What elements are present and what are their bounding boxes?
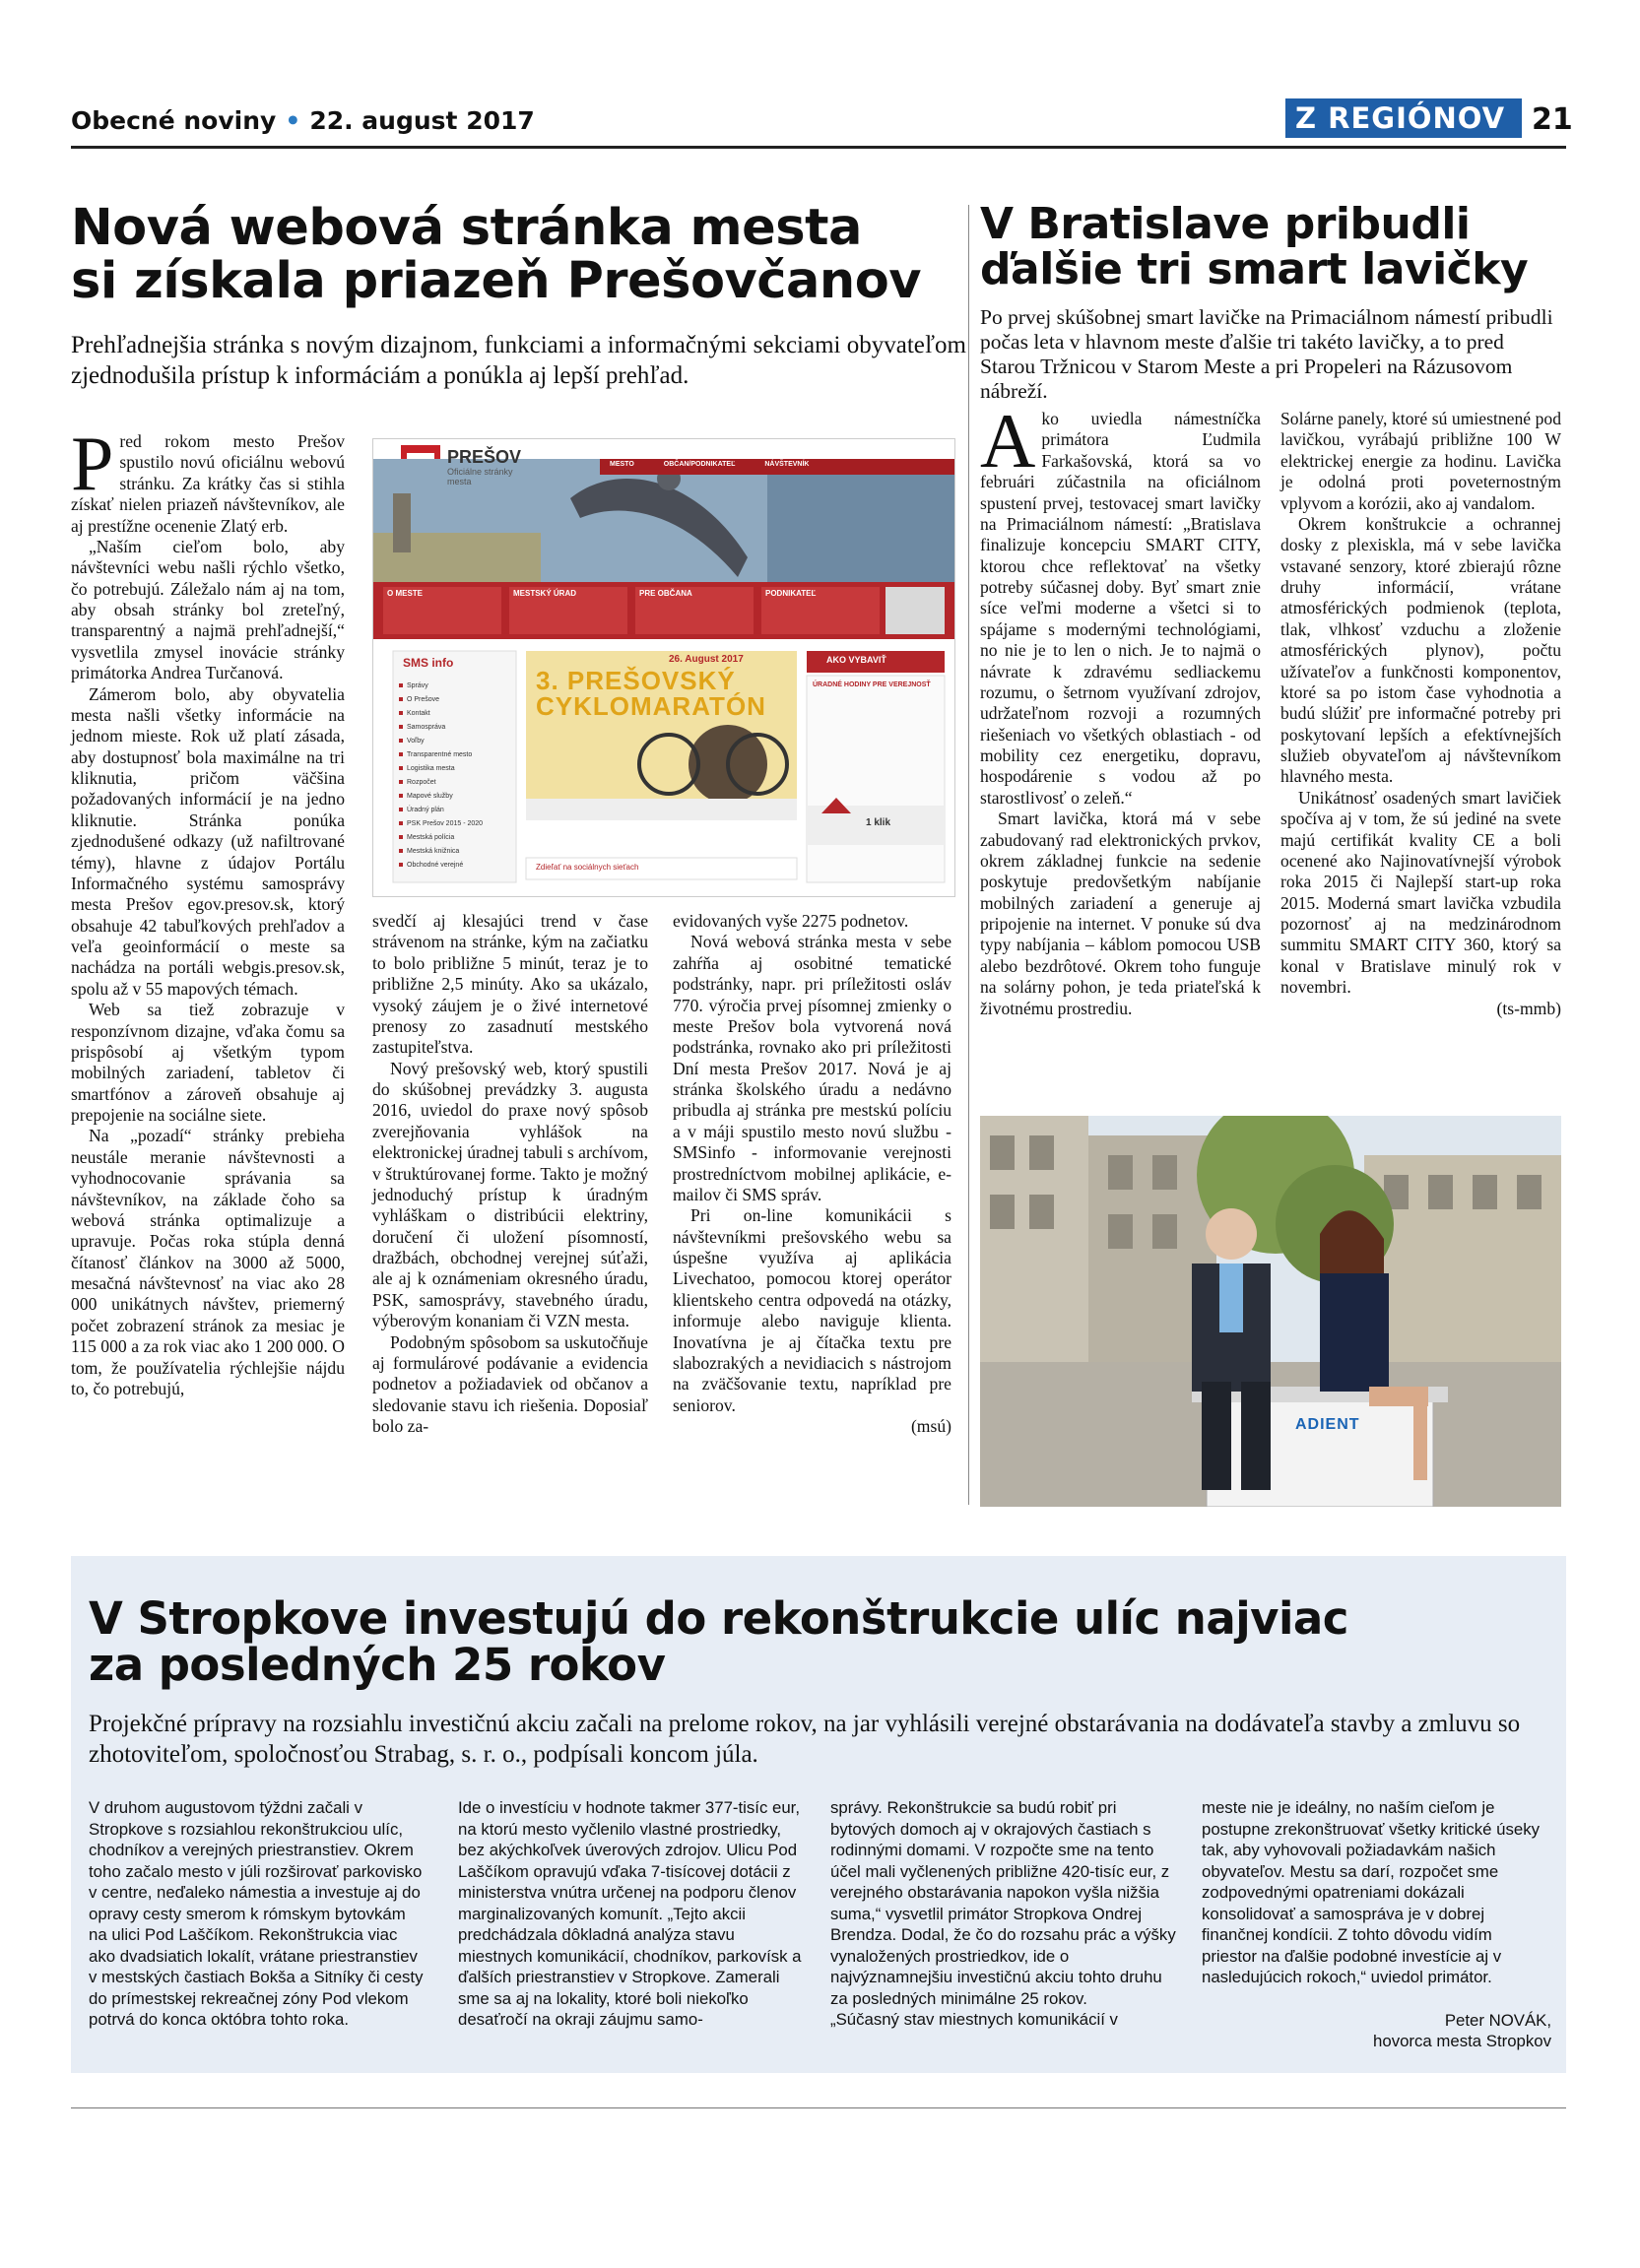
- screenshot-banner-date: 26. August 2017: [669, 654, 744, 665]
- article2-column2: [1280, 409, 1561, 1019]
- issue-date: 22. august 2017: [309, 106, 535, 135]
- screenshot-nav-item: NÁVŠTEVNÍK: [764, 461, 810, 468]
- screenshot-menu-item: Mapové služby: [407, 793, 453, 800]
- paragraph: svedčí aj klesajúci trend v čase strávenom na stránke, kým na začiatku to bolo približne 5 minút, teraz je to približne 2,5 minúty. Ako sa ukázalo, vysoký záujem je o živé internetové prenosy zo zasadnutí mestského zastupiteľstva.: [372, 911, 648, 1058]
- article3-column3: [830, 1797, 1180, 2031]
- article2-headline-line2: ďalšie tri smart lavičky: [980, 244, 1529, 295]
- article3-headline: [89, 1592, 1546, 1692]
- article1-lead: Prehľadnejšia stránka s novým dizajnom, funkciami a informačnými sekciami obyvateľom zjednodušila prístup k informáciám a ponúkla aj lepší prehľad.: [71, 332, 966, 389]
- paragraph: Pri on-line komunikácii s návštevníkmi prešovského webu sa úspešne využíva aj aplikácia Livechatoo, pomocou ktorej operátor klientskeho centra odpovedá na otázky, informuje alebo naviguje klienta. Inovatívna je aj čítačka textu pre slabozrakých a nevidiacich s nástrojom na zväčšovanie textu, napríklad pre seniorov.: [673, 1205, 951, 1415]
- article2-lead: Po prvej skúšobnej smart lavičke na Primaciálnom námestí pribudli počas leta v hlavnom meste ďalšie tri takéto lavičky, a to pred Starou Tržnicou v Starom Meste a pri Propeleri na Rázusovom nábreží.: [980, 305, 1553, 404]
- bottom-rule: [71, 2107, 1566, 2108]
- article3-headline-line1: V Stropkove investujú do rekonštrukcie ulíc najviac: [89, 1592, 1348, 1645]
- paragraph: Web sa tiež zobrazuje v responzívnom dizajne, vďaka čomu sa prispôsobí aj všetkým typom mobilných zariadení, tabletov či smartfónov a zároveň obsahuje aj prepojenie na sociálne siete.: [71, 1000, 345, 1125]
- screenshot-menu-item: Obchodné verejné: [407, 862, 464, 869]
- paragraph: Nová webová stránka mesta v sebe zahŕňa aj osobitné tematické podstránky, napr. pri príležitosti osláv 770. výročia prvej písomnej zmienky o meste Prešov bola vytvorená nová podstránka, rovnako ako pri príležitosti Dní mesta Prešov 2017. Nová je aj stránka školského úradu a nedávno pribudla aj stránka pre mestskú políciu a v máji spustilo mesto novú službu - SMSinfo - informovanie verejnosti prostredníctvom mobilnej aplikácie, e-mailov či SMS správ.: [673, 932, 951, 1204]
- website-screenshot-figure: [372, 438, 955, 897]
- screenshot-menu-item: PSK Prešov 2015 - 2020: [407, 820, 484, 827]
- paragraph: „Naším cieľom bolo, aby návštevníci webu našli rýchlo všetko, čo potrebujú. Záležalo nám aj na tom, aby obsah stránky bol zreteľný, transparentný a najmä prehľadnejší,“ vysvetlila zmysel inovácie stránky primátorka Andrea Turčanová.: [71, 536, 345, 683]
- article3-column2: [458, 1797, 803, 2031]
- running-header: [71, 106, 535, 135]
- screenshot-menu-item: Správy: [407, 682, 428, 689]
- paragraph: Ide o investíciu v hodnote takmer 377-tisíc eur, na ktorú mesto vyčlenilo vlastné prostriedky, bez akýchkoľvek úverových zdrojov. Ulicu Pod Laščíkom opravujú vďaka 7-tisícovej dotácii z ministerstva vnútra určenej na podporu členov marginalizovaných komunít. „Tejto akcii predchádzala dôkladná analýza stavu miestnych komunikácií, chodníkov, parkovísk a ďalších priestranstiev v Stropkove. Zamerali sme sa aj na lokality, ktoré boli niekoľko desaťročí na okraji záujmu samo-: [458, 1798, 802, 2029]
- paragraph: Smart lavička, ktorá má v sebe zabudovaný rad elektronických prvkov, okrem základnej funkcie na sedenie poskytuje predovšetkým nabíjanie mobilných zariadení a generuje aj pripojenie na internet. V ponuke sú dva typy nabíjania – káblom pomocou USB alebo bezdrôtové. Okrem toho funguje na solárny pohon, je teda priateľská k životnému prostrediu.: [980, 809, 1261, 1018]
- screenshot-nav-item: OBČAN/PODNIKATEĽ: [663, 461, 736, 468]
- screenshot-banner-title: [536, 668, 766, 719]
- article2-headline-line1: V Bratislave pribudli: [980, 199, 1471, 249]
- screenshot-subtitle: Oficiálne stránky mesta: [447, 467, 513, 486]
- screenshot-box: PODNIKATEĽ: [765, 589, 817, 598]
- paragraph: red rokom mesto Prešov spustilo novú oficiálnu webovú stránku. Za krátky čas si stihla získať nielen priazeň návštevníkov, ale aj prestížne ocenenie Zlatý erb.: [71, 431, 345, 536]
- screenshot-box: O MESTE: [387, 589, 424, 598]
- screenshot-menu-item: Mestská polícia: [407, 834, 455, 841]
- screenshot-box: PRE OBČANA: [639, 589, 692, 598]
- screenshot-menu-item: Kontakt: [407, 710, 430, 717]
- screenshot-nav: [610, 461, 809, 468]
- screenshot-menu-item: O Prešove: [407, 696, 440, 703]
- screenshot-online: 1 klik: [866, 817, 891, 828]
- screenshot-menu-item: Rozpočet: [407, 779, 436, 786]
- paragraph: Podobným spôsobom sa uskutočňuje aj formulárové podávanie a evidencia podnetov a požiadaviek od občanov a sledovanie stavu ich riešenia. Doposiaľ bolo za-: [372, 1331, 648, 1436]
- screenshot-footer-link: Zdieľať na sociálnych sieťach: [536, 863, 639, 872]
- screenshot-uradne-hodiny: ÚRADNÉ HODINY PRE VEREJNOSŤ: [813, 681, 931, 688]
- article3-signature: [1202, 2010, 1551, 2052]
- screenshot-ako-vybavit: AKO VYBAVIŤ: [826, 655, 886, 665]
- paragraph: Na „pozadí“ stránky prebieha neustále meranie návštevnosti a vyhodnocovanie správania sa návštevníkov, na základe čoho sa webová stránka optimalizuje a upravuje. Počas roka stúpla denná čítanosť článkov na 3000 až 5000, mesačná návštevnosť na viac ako 28 000 unikátnych návštev, priemerný počet zobrazení stránok za mesiac je 115 000 a za rok viac ako 1 200 000. O tom, že používatelia rýchlejšie nájdu to, čo potrebujú,: [71, 1126, 345, 1398]
- screenshot-box: MESTSKÝ ÚRAD: [513, 589, 577, 598]
- article3-column4: [1202, 1797, 1551, 2052]
- article1-column2: [372, 911, 648, 1437]
- paragraph: meste nie je ideálny, no naším cieľom je postupne zrekonštruovať všetky kritické úseky tak, aby vyhovovali požiadavkám našich obyvateľov. Mestu sa darí, rozpočet sme zodpovednými opatreniami dokázali konsolidovať a samospráva je v dobrej finančnej kondícii. Z tohto dôvodu vidím priestor na ďalšie podobné investície aj v nasledujúcich rokoch,“ uviedol primátor.: [1202, 1798, 1540, 1986]
- article1-signature: (msú): [910, 1416, 951, 1436]
- screenshot-city-name: PREŠOV: [447, 447, 522, 467]
- screenshot-banner-title-line: 3. PREŠOVSKÝ: [536, 666, 736, 695]
- dropcap: A: [980, 398, 1036, 484]
- screenshot-menu-item: Voľby: [407, 738, 425, 745]
- article3-lead: Projekčné prípravy na rozsiahlu investičnú akciu začali na prelome rokov, na jar vyhlásili verejné obstarávania na dodávateľa stavby a zmluvu so zhotoviteľom, spoločnosťou Strabag, s. r. o., podpísali koncom júla.: [89, 1711, 1521, 1769]
- article1-headline: [71, 199, 977, 310]
- paragraph: evidovaných vyše 2275 podnetov.: [673, 911, 909, 931]
- screenshot-menu-item: Samospráva: [407, 724, 446, 731]
- paragraph: V druhom augustovom týždni začali v Stropkove s rozsiahlou rekonštrukciou ulíc, chodníkov a verejných priestranstiev. Okrem toho začalo mesto v júli rozširovať parkovisko v centre, neďaleko námestia a investuje aj do opravy cesty smerom k rómskym bytovkám na ulici Pod Laščíkom. Rekonštrukcia viac ako dvadsiatich lokalít, vrátane priestranstiev v mestských častiach Bokša a Sitníky či cesty do prímestskej rekreačnej zóny Pod vlekom potrvá do konca októbra tohto roka.: [89, 1798, 424, 2029]
- screenshot-menu-item: Logistika mesta: [407, 765, 455, 772]
- screenshot-nav-item: MESTO: [610, 461, 634, 468]
- article1-headline-line2: si získala priazeň Prešovčanov: [71, 251, 921, 310]
- column-divider: [968, 205, 969, 1505]
- paragraph: ko uviedla námestníčka primátora Ľudmila Farkašovská, ktorá sa vo februári zúčastnila na oficiálnom spustení prvej, testovacej smart lavičky na Primaciálnom námestí: „Bratislava finalizuje koncepciu SMART CITY, ktorou chce reflektovať na všetky potreby súčasnej doby. Byť smart znie síce veľmi moderne a všetci si to spájame s modernými technológiami, no nie je to len o nich. Je to najmä o návrate k zdravému sedliackemu rozumu, o šetrnom využívaní zdrojov, udržateľnom rozvoji a rozumných riešeniach vo všetkých oblastiach - od mobility cez energetiku, dopravu, hospodárenie s vodou až po starostlivosť o zeleň.“: [980, 409, 1261, 808]
- article3-headline-line2: za posledných 25 rokov: [89, 1639, 666, 1692]
- header-rule: [71, 146, 1566, 149]
- article2-column1: [980, 398, 1261, 1019]
- screenshot-menu-item: Transparentné mesto: [407, 751, 473, 758]
- screenshot-sms-info: SMS info: [403, 656, 454, 670]
- screenshot-menu-item: Mestská knižnica: [407, 848, 460, 855]
- dropcap: P: [71, 421, 114, 506]
- signature-name: Peter NOVÁK,: [1444, 2010, 1551, 2030]
- paragraph: Okrem konštrukcie a ochrannej dosky z plexiskla, má v sebe lavička vstavané senzory, ktoré zbierajú rôzne druhy informácií, vrátane atmosférických podmienok (teplota, tlak, vlhkosť vzduchu a zloženie atmosférických plynov), počtu užívateľov a funkčnosti komponentov, ktoré sa po istom čase vyhodnotia a budú slúžiť pre informačné potreby pri poskytovaní lepších a efektívnejších služieb obyvateľom aj návštevníkom hlavného mesta.: [1280, 513, 1561, 787]
- screenshot-menu: [407, 680, 483, 873]
- screenshot-menu-item: Úradný plán: [407, 807, 444, 813]
- article3-column1: [89, 1797, 428, 2031]
- paragraph: Unikátnosť osadených smart lavičiek spočíva aj v tom, že sú jediné na svete majú certifikát kvality CE a boli ocenené ako Najinovatívnejší výrobok roka 2015 či Najlepší start-up roka 2015. Moderná smart lavička vzbudila pozornosť aj na medzinárodnom summitu SMART CITY 360, ktorý sa konal v Bratislave minulý rok v novembri.: [1280, 787, 1561, 998]
- article2-signature: (ts-mmb): [1496, 998, 1561, 1018]
- section-label: Z REGIÓNOV: [1285, 98, 1522, 138]
- paragraph: správy. Rekonštrukcie sa budú robiť pri bytových domoch aj v okrajových častiach s rodinnými domami. V rozpočte sme na tento účel mali vyčlenených približne 420-tisíc eur, z verejného obstarávania napokon vyšla nižšia suma,“ vysvetlil primátor Stropkova Ondrej Brendza. Dodal, že čo do rozsahu prác a výšky vynaložených prostriedkov, ide o najvýznamnejšiu investičnú akciu tohto druhu za posledných minimálne 25 rokov. „Súčasný stav miestnych komunikácií v: [830, 1798, 1176, 2029]
- paragraph: Zámerom bolo, aby obyvatelia mesta našli všetky informácie na jednom mieste. Rok už platí zásada, aby dostupnosť bola maximálne na tri kliknutia, pričom väčšina požadovaných informácií je na jedno kliknutie. Stránka ponúka zjednodušené odkazy (už nafiltrované témy), hlavne z údajov Portálu Informačného systému samosprávy mesta Prešov egov.presov.sk, ktorý obsahuje 42 tabuľkových prehľadov a veľa geoinformácií o meste sa nachádza na portáli webgis.presov.sk, spolu až v 55 mapových témach.: [71, 683, 345, 999]
- separator-dot: •: [285, 106, 301, 135]
- publication-name: Obecné noviny: [71, 106, 277, 135]
- article2-headline: [980, 199, 1561, 295]
- article1-column1: [71, 421, 345, 1399]
- page-number: 21: [1532, 102, 1573, 137]
- paragraph: Solárne panely, ktoré sú umiestnené pod lavičkou, vyrábajú približne 100 W elektrickej energie za hodinu. Lavička je odolná proti poveternostným vplyvom a korózii, ako aj vandalom.: [1280, 409, 1561, 513]
- screenshot-banner-title-line: CYKLOMARATÓN: [536, 691, 766, 721]
- bench-brand-label: ADIENT: [1295, 1416, 1360, 1433]
- paragraph: Nový prešovský web, ktorý spustili do skúšobnej prevádzky 3. augusta 2016, uviedol do praxe nový spôsob zverejňovania vyhlášok na elektronickej úradnej tabuli s archívom, v štruktúrovanej forme. Takto je možný jednoduchý prístup k úradným vyhláškam o distribúcii elektriny, doručení či uložení písomností, dražbách, obchodnej verejnej súťaži, ale aj k oznámeniam okresného úradu, PSK, samosprávy, stavebného úradu, výberovým konaniam či VZN mesta.: [372, 1058, 648, 1331]
- article1-headline-line1: Nová webová stránka mesta: [71, 199, 862, 257]
- article1-column3: [673, 911, 951, 1437]
- smart-bench-photo: [980, 1116, 1561, 1507]
- signature-role: hovorca mesta Stropkov: [1373, 2032, 1551, 2050]
